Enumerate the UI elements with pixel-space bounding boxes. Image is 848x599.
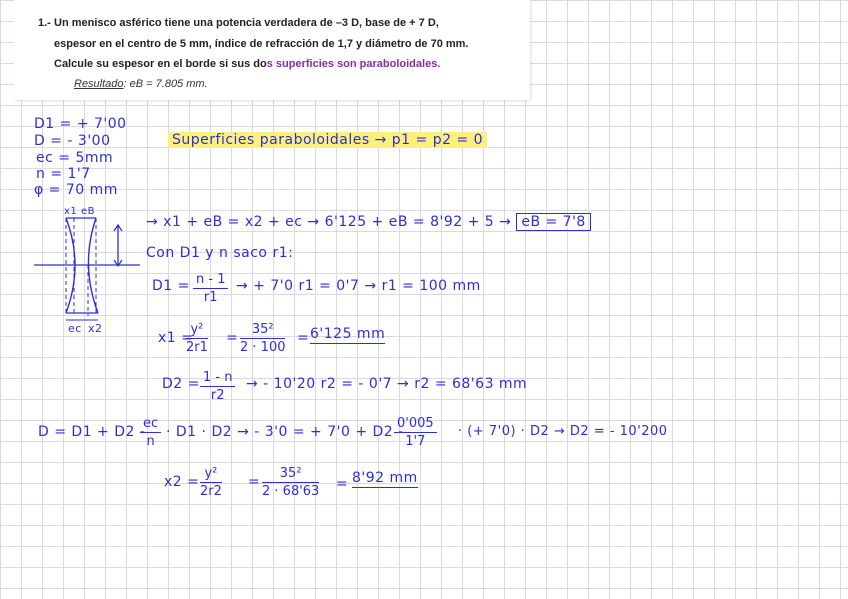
eq6-den2: 1'7 [405, 434, 426, 449]
eq3-rest: → + 7'0 r1 = 0'7 → r1 = 100 mm [236, 278, 481, 294]
problem-line-3b: s superficies son paraboloidales. [266, 58, 441, 70]
eq7-fraction-1 [200, 466, 222, 499]
eq5-lhs: D2 = [162, 376, 200, 392]
eq7-num2: 35² [262, 466, 319, 483]
eq4-fraction-2 [240, 322, 285, 355]
lens-label-x2: x2 [88, 322, 103, 335]
note-highlight: Superficies paraboloidales → p1 = p2 = 0 [168, 132, 487, 148]
eq5-rest: → - 10'20 r2 = - 0'7 → r2 = 68'63 mm [246, 376, 528, 392]
eq4-den2: 2 · 100 [240, 340, 286, 355]
given-ec: ec = 5mm [36, 150, 114, 166]
eq7-eq2: = [336, 476, 349, 492]
eq3-den: r1 [203, 290, 218, 305]
eq7-eq: = [248, 474, 261, 490]
eq7-num1: y² [200, 466, 222, 483]
eq3-fraction [193, 272, 228, 305]
eq4-fraction-1 [186, 322, 208, 355]
eq1-boxed-result: eB = 7'8 [516, 213, 591, 231]
eq2: Con D1 y n saco r1: [146, 245, 294, 261]
eq7-den2: 2 · 68'63 [262, 484, 320, 499]
eq4-result [310, 326, 385, 342]
eq5-fraction [200, 370, 235, 403]
eq4-lhs: x1 = [158, 330, 194, 346]
problem-line-3a: Calcule su espesor en el borde si sus do [54, 58, 267, 70]
eq4-result-value: 6'125 mm [310, 326, 386, 342]
lens-label-ec: ec [68, 322, 82, 335]
eq7-fraction-2 [262, 466, 319, 499]
eq5-num: 1 - n [200, 370, 235, 387]
eq7-result-value: 8'92 mm [352, 470, 418, 486]
eq3-lhs: D1 = [152, 278, 190, 294]
eq6-rest: · (+ 7'0) · D2 → D2 = - 10'200 [458, 424, 668, 439]
eq4-eq: = [226, 330, 239, 346]
problem-number: 1.- [38, 17, 51, 29]
problem-line-2: espesor en el centro de 5 mm, índice de refracción de 1,7 y diámetro de 70 mm. [54, 38, 469, 50]
lens-label-top: x1 eB [64, 206, 95, 217]
eq4-num2: 35² [240, 322, 285, 339]
eq4-den1: 2r1 [186, 340, 208, 355]
eq6-den1: n [146, 434, 155, 449]
result-label: Resultado [74, 78, 124, 90]
eq7-lhs: x2 = [164, 474, 200, 490]
eq3-num: n - 1 [193, 272, 228, 289]
eq6-fraction-2 [394, 416, 437, 449]
eq7-result [352, 470, 418, 486]
eq6-num1: ec [140, 416, 161, 433]
eq6-fraction-1 [140, 416, 161, 449]
result-value: : eB = 7.805 mm. [123, 78, 208, 90]
eq6-num2: 0'005 [394, 416, 437, 433]
given-n: n = 1'7 [36, 166, 91, 182]
given-diameter: φ = 70 mm [34, 182, 118, 198]
eq4-num1: y² [186, 322, 208, 339]
given-d: D = - 3'00 [34, 133, 111, 149]
problem-line-1: Un menisco asférico tiene una potencia verdadera de –3 D, base de + 7 D, [54, 17, 439, 29]
eq6-mid: · D1 · D2 → - 3'0 = + 7'0 + D2 - [166, 424, 404, 440]
eq1-text: → x1 + eB = x2 + ec → 6'125 + eB = 8'92 + 5 → [146, 214, 512, 230]
given-d1: D1 = + 7'00 [34, 116, 127, 132]
eq6-lhs: D = D1 + D2 - [38, 424, 146, 440]
eq7-den1: 2r2 [200, 484, 222, 499]
eq1 [146, 214, 591, 230]
eq5-den: r2 [210, 388, 225, 403]
eq4-eq2: = [297, 330, 310, 346]
